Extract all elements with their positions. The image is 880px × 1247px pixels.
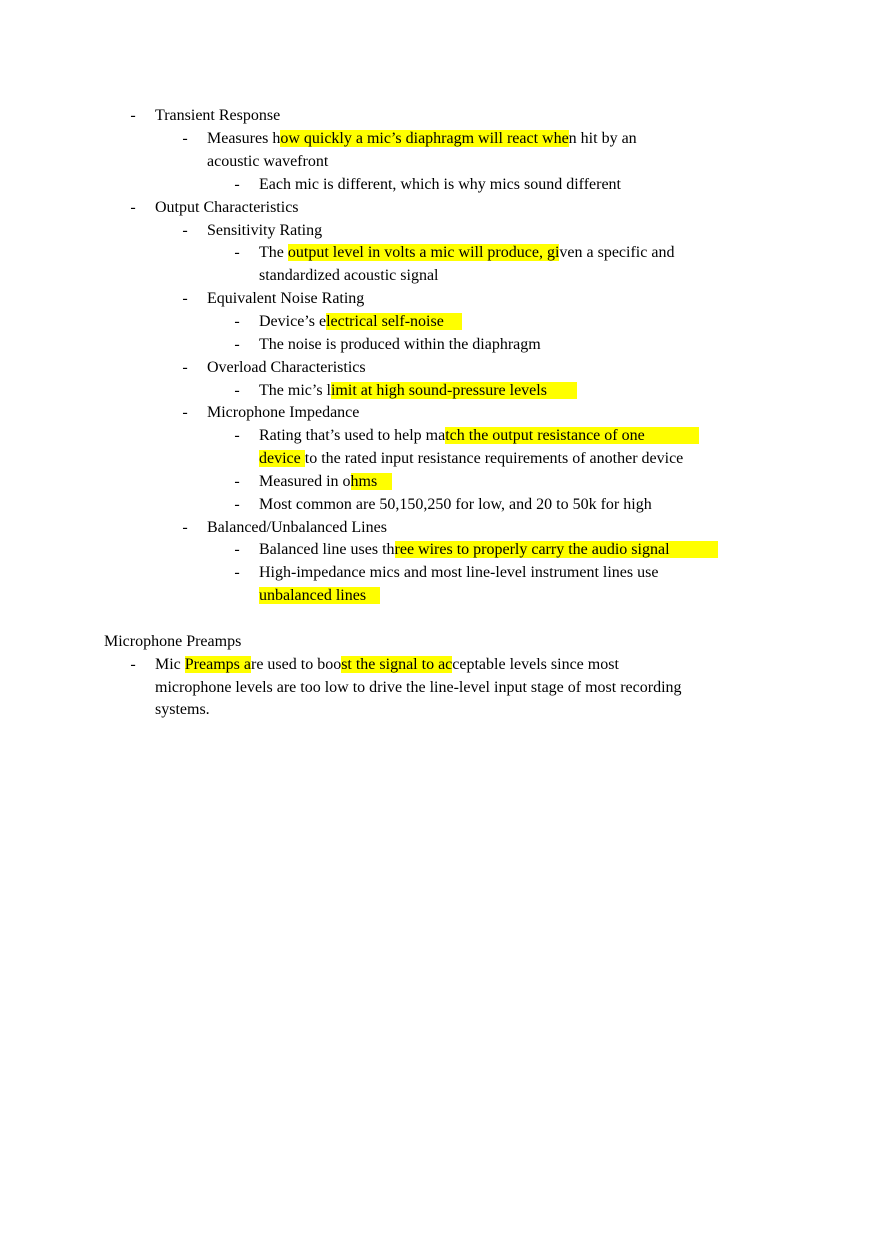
bullet-dash: - — [234, 382, 240, 399]
highlight: imit at high sound-pressure levels — [331, 382, 577, 399]
text: The noise is produced within the diaphragm — [259, 336, 541, 353]
bullet-dash: - — [234, 336, 240, 353]
list-item-spl-limit — [259, 379, 577, 402]
text: Measures h — [207, 130, 281, 147]
text: Microphone Impedance — [207, 404, 360, 421]
list-item-output-level — [259, 241, 674, 264]
text: Microphone Preamps — [104, 633, 242, 650]
list-item-preamps — [155, 653, 619, 676]
highlight: ree wires to properly carry the audio signal — [395, 541, 718, 558]
bullet-dash: - — [234, 313, 240, 330]
list-item-microphone-impedance — [207, 401, 359, 424]
bullet-dash: - — [234, 473, 240, 490]
text: systems. — [155, 701, 210, 718]
bullet-dash: - — [182, 404, 188, 421]
bullet-dash: - — [234, 541, 240, 558]
text: Overload Characteristics — [207, 359, 366, 376]
text: Output Characteristics — [155, 199, 299, 216]
text: re used to boo — [250, 656, 342, 673]
text: ceptable levels since most — [452, 656, 619, 673]
bullet-dash: - — [130, 199, 136, 216]
text: to the rated input resistance requirements of another device — [304, 450, 684, 467]
bullet-dash: - — [234, 176, 240, 193]
list-item-common-values — [259, 493, 652, 516]
list-item-continuation — [155, 676, 682, 699]
list-item-overload-characteristics — [207, 356, 366, 379]
heading-transient-response — [155, 104, 280, 127]
list-item-measures — [207, 127, 637, 150]
text: Rating that’s used to help ma — [259, 427, 446, 444]
list-item-balanced-unbalanced-lines — [207, 516, 387, 539]
bullet-dash: - — [182, 359, 188, 376]
highlight: unbalanced lines — [259, 587, 380, 604]
bullet-dash: - — [182, 130, 188, 147]
text: Device’s e — [259, 313, 327, 330]
list-item-diaphragm-noise — [259, 333, 541, 356]
list-item-continuation — [155, 698, 210, 721]
highlight: device — [259, 450, 305, 467]
bullet-dash: - — [182, 519, 188, 536]
list-item-self-noise — [259, 310, 462, 333]
list-item-measured-in-ohms — [259, 470, 392, 493]
text: ven a specific and — [559, 244, 675, 261]
list-item-sensitivity-rating — [207, 219, 322, 242]
bullet-dash: - — [234, 564, 240, 581]
bullet-dash: - — [234, 427, 240, 444]
list-item-each-mic — [259, 173, 621, 196]
bullet-dash: - — [130, 656, 136, 673]
heading-output-characteristics — [155, 196, 299, 219]
list-item-impedance-rating — [259, 424, 699, 447]
heading-microphone-preamps — [104, 630, 241, 653]
bullet-dash: - — [182, 222, 188, 239]
bullet-dash: - — [182, 290, 188, 307]
highlight: st the signal to ac — [341, 656, 453, 673]
text: Measured in o — [259, 473, 351, 490]
list-item-balanced-line — [259, 538, 718, 561]
list-item-continuation — [259, 264, 439, 287]
list-item-continuation — [259, 447, 683, 470]
text: Equivalent Noise Rating — [207, 290, 365, 307]
text: Balanced line uses th — [259, 541, 395, 558]
text: High-impedance mics and most line-level instrument lines use — [259, 564, 659, 581]
highlight: hms — [351, 473, 393, 490]
text: Mic — [155, 656, 185, 673]
text: Most common are 50,150,250 for low, and 20 to 50k for high — [259, 496, 652, 513]
text: The mic’s l — [259, 382, 331, 399]
highlight: output level in volts a mic will produce, gi — [287, 244, 560, 261]
highlight: tch the output resistance of one — [445, 427, 699, 444]
list-item-equivalent-noise-rating — [207, 287, 364, 310]
text: Balanced/Unbalanced Lines — [207, 519, 387, 536]
highlight: lectrical self-noise — [326, 313, 462, 330]
text: microphone levels are too low to drive the line-level input stage of most recording — [155, 679, 682, 696]
bullet-dash: - — [130, 107, 136, 124]
text: Each mic is different, which is why mics sound different — [259, 176, 621, 193]
bullet-dash: - — [234, 496, 240, 513]
list-item-high-impedance — [259, 561, 658, 584]
text: The — [259, 244, 288, 261]
text: n hit by an — [568, 130, 637, 147]
text: standardized acoustic signal — [259, 267, 439, 284]
highlight: ow quickly a mic’s diaphragm will react whe — [280, 130, 569, 147]
text: Transient Response — [155, 107, 281, 124]
list-item-continuation — [259, 584, 380, 607]
bullet-dash: - — [234, 244, 240, 261]
highlight: Preamps a — [184, 656, 251, 673]
list-item-continuation — [207, 150, 328, 173]
text: Sensitivity Rating — [207, 222, 323, 239]
text: acoustic wavefront — [207, 153, 329, 170]
